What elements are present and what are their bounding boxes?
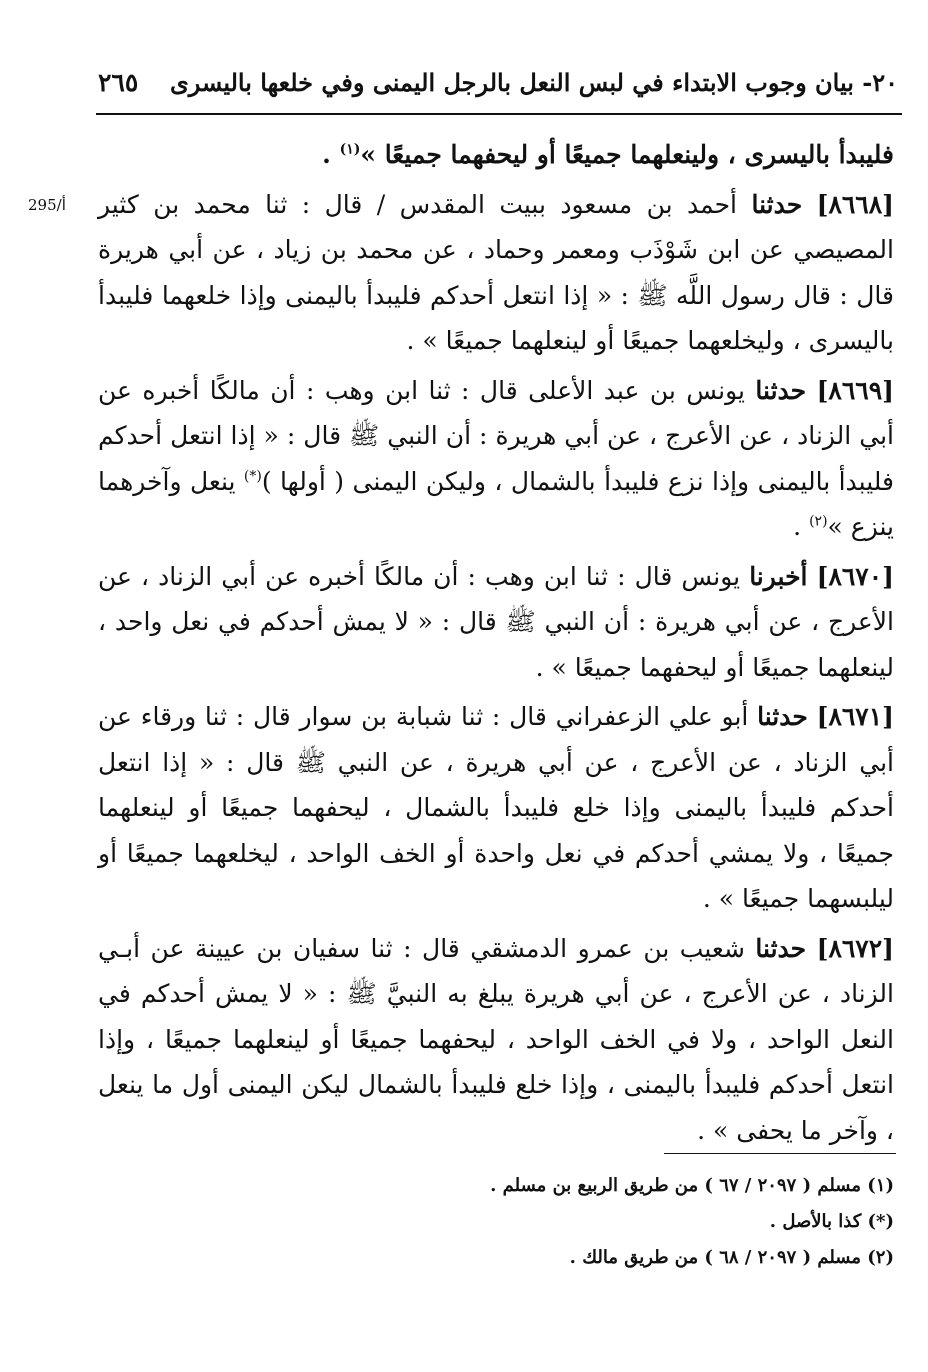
hadith-number: [٨٦٧٢] xyxy=(816,933,895,963)
paragraph-tail: . xyxy=(322,140,340,169)
hadith-text: أحمد بن مسعود ببيت المقدس / قال : ثنا محمد بن كثير المصيصي عن ابن شَوْذَب ومعمر وحماد ، عن محمد بن زياد ، عن أبي هريرة قال : قال رسول اللَّه ﷺ : « إذا انتعل أحدكم فليبدأ باليمنى وإذا خلعهما فليبدأ باليسرى ، وليخلعهما جميعًا أو لينعلهما جميعًا » . xyxy=(98,189,894,355)
footnote-rule xyxy=(664,1153,896,1154)
hadith-8669 xyxy=(98,368,894,550)
hadith-text-2: ينعل وآخرهما ينزع » xyxy=(98,466,894,541)
paragraph-tail: . xyxy=(793,512,810,541)
hadith-text: يونس بن عبد الأعلى قال : ثنا ابن وهب : أن مالكًا أخبره عن أبي الزناد ، عن الأعرج ، عن أبي هريرة : أن النبي ﷺ قال : « إذا انتعل أحدكم فليبدأ باليمنى وإذا نزع فليبدأ بالشمال ، وليكن اليمنى ( أولها ) xyxy=(98,375,894,496)
hadith-number: [٨٦٦٩] xyxy=(816,375,894,405)
footnote-ref: (٢) xyxy=(809,513,828,530)
paragraph-text: فليبدأ باليسرى ، ولينعلهما جميعًا أو ليحفهما جميعًا » xyxy=(360,140,894,169)
hadith-number: [٨٦٧٠] xyxy=(816,561,894,591)
hadith-8670 xyxy=(98,554,894,691)
footnote-1: (١) مسلم ( ٢٠٩٧ / ٦٧ ) من طريق الربيع بن مسلم . xyxy=(490,1175,894,1196)
hadith-8671 xyxy=(98,694,894,922)
page-number: ٢٦٥ xyxy=(98,67,139,97)
hadith-text: يونس قال : ثنا ابن وهب : أن مالكًا أخبره عن أبي الزناد ، عن الأعرج ، عن أبي هريرة : أن النبي ﷺ قال : « لا يمش أحدكم في نعل واحد ، لينعلهما جميعًا أو ليحفهما جميعًا » . xyxy=(98,561,894,682)
footnote-ref: (*) xyxy=(243,468,262,485)
footnote-star: (*) كذا بالأصل . xyxy=(769,1211,894,1232)
narration-lead: حدثنا xyxy=(755,375,807,405)
hadith-text: أبو علي الزعفراني قال : ثنا شبابة بن سوار قال : ثنا ورقاء عن أبي الزناد ، عن الأعرج ، عن أبي هريرة ، عن النبي ﷺ قال : « إذا انتعل أحدكم فليبدأ باليمنى وإذا خلع فليبدأ بالشمال ، ليحفهما جميعًا أو لينعلهما جميعًا ، ولا يمشي أحدكم في نعل واحدة أو الخف الواحد ، ليخلعهما جميعًا أو ليلبسهما جميعًا » . xyxy=(98,702,894,913)
manuscript-folio-note: 295/أ xyxy=(28,196,66,214)
narration-lead: أخبرنا xyxy=(749,561,808,591)
footnote-2: (٢) مسلم ( ٢٠٩٧ / ٦٨ ) من طريق مالك . xyxy=(569,1247,894,1268)
hadith-8668 xyxy=(98,182,894,364)
narration-lead: حدثنا xyxy=(751,189,803,219)
chapter-title: ٢٠- بيان وجوب الابتداء في لبس النعل بالرجل اليمنى وفي خلعها باليسرى xyxy=(169,67,898,97)
hadith-8672 xyxy=(98,926,894,1154)
continuation-paragraph xyxy=(98,132,894,178)
narration-lead: حدثنا xyxy=(757,702,808,731)
hadith-number: [٨٦٦٨] xyxy=(816,189,894,219)
page-header xyxy=(98,60,898,104)
footnotes xyxy=(98,1168,894,1276)
hadith-number: [٨٦٧١] xyxy=(816,702,895,731)
narration-lead: حدثنا xyxy=(755,933,807,963)
hadith-text: شعيب بن عمرو الدمشقي قال : ثنا سفيان بن عيينة عن أبـي الزناد ، عن الأعرج ، عن أبي هريرة يبلغ به النبيَّ ﷺ : « لا يمش أحدكم في النعل الواحد ، ولا في الخف الواحد ، ليحفهما جميعًا أو لينعلهما جميعًا ، وإذا انتعل أحدكم فليبدأ باليمنى ، وإذا خلع فليبدأ بالشمال ليكن اليمنى أول ما ينعل ، وآخر ما يحفى » . xyxy=(98,933,894,1145)
main-text xyxy=(98,132,894,1153)
header-rule xyxy=(96,113,902,115)
footnote-ref: (١) xyxy=(339,141,361,158)
